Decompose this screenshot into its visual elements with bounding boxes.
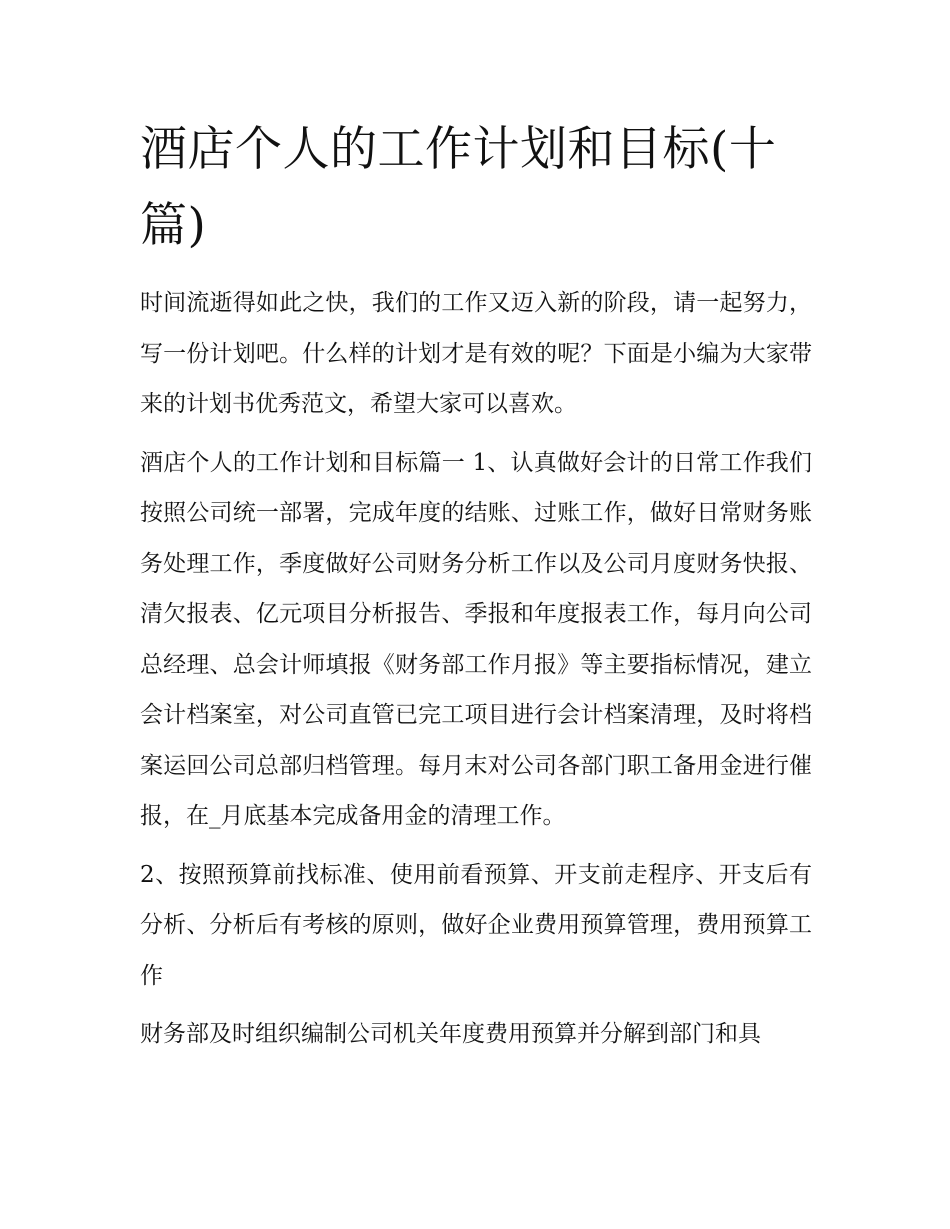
section-one-paragraph: 酒店个人的工作计划和目标篇一 1、认真做好会计的日常工作我们按照公司统一部署，完成年度的结账、过账工作，做好日常财务账务处理工作，季度做好公司财务分析工作以及公司月度财务快报、清欠报表、亿元项目分析报告、季报和年度报表工作，每月向公司总经理、总会计师填报《财务部工作月报》等主要指标情况，建立会计档案室，对公司直管已完工项目进行会计档案清理，及时将档案运回公司总部归档管理。每月末对公司各部门职工备用金进行催报，在_月底基本完成备用金的清理工作。 bbox=[140, 449, 812, 829]
budget-principle-paragraph: 2、按照预算前找标准、使用前看预算、开支前走程序、开支后有分析、分析后有考核的原则，做好企业费用预算管理，费用预算工作 bbox=[140, 861, 812, 989]
intro-paragraph: 时间流逝得如此之快，我们的工作又迈入新的阶段，请一起努力，写一份计划吧。什么样的计划才是有效的呢？下面是小编为大家带来的计划书优秀范文，希望大家可以喜欢。 bbox=[140, 290, 812, 417]
document-title: 酒店个人的工作计划和目标(十篇) bbox=[140, 122, 777, 253]
budget-detail-paragraph: 财务部及时组织编制公司机关年度费用预算并分解到部门和具 bbox=[140, 1021, 761, 1047]
document-body bbox=[140, 112, 812, 1060]
